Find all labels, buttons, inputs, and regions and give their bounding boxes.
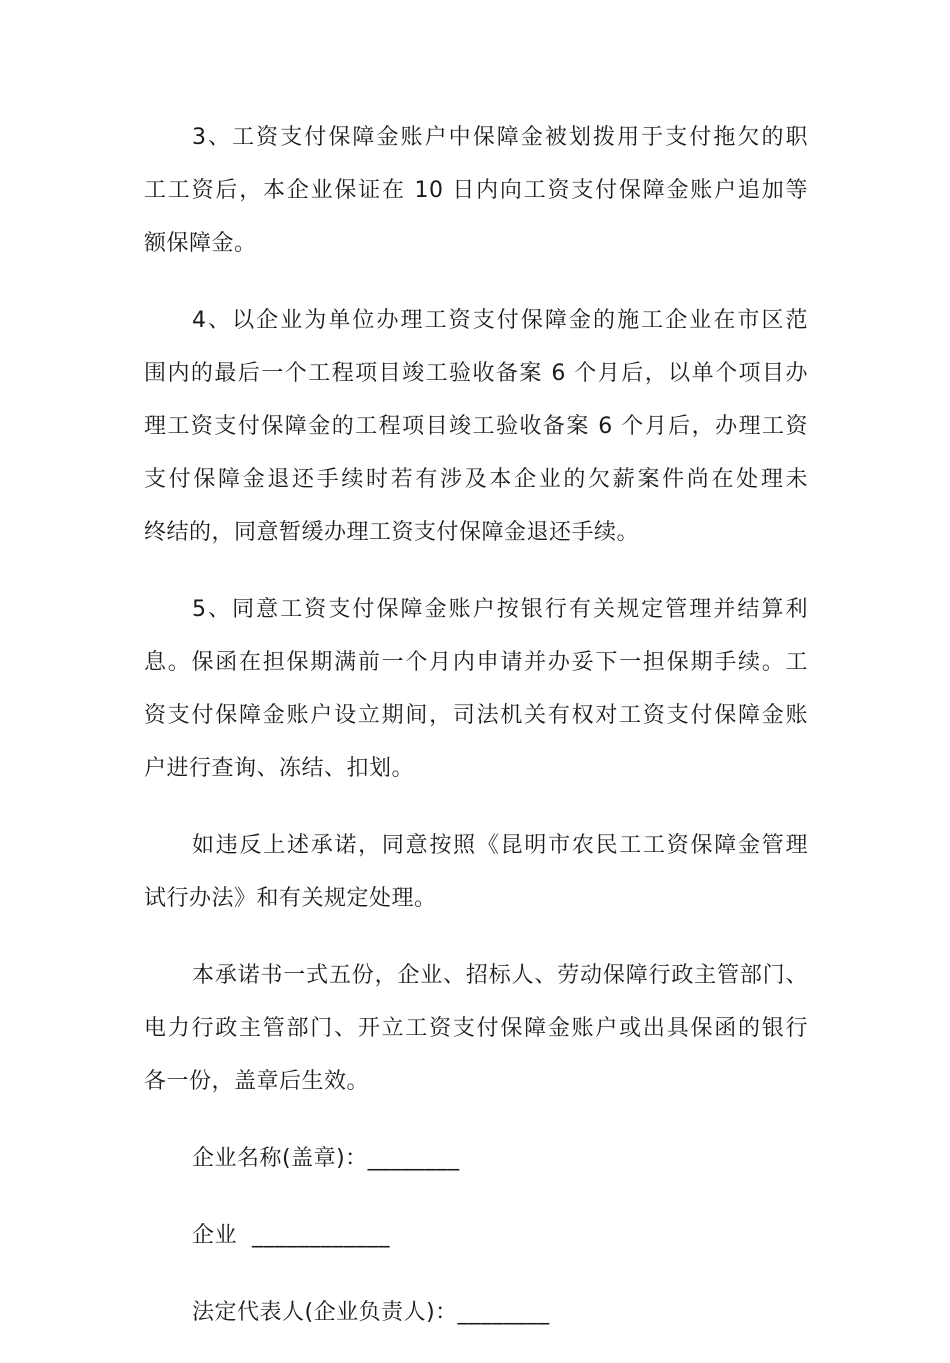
paragraph-item-5 <box>144 583 808 795</box>
text-line: 4、以企业为单位办理工资支付保障金的施工企业在市区范 <box>192 308 808 333</box>
text-line: 电力行政主管部门、开立工资支付保障金账户或出具保函的银行 <box>144 1016 808 1041</box>
text-line: 终结的，同意暂缓办理工资支付保障金退还手续。 <box>144 520 640 545</box>
text-line: 额保障金。 <box>144 231 257 256</box>
text-line: 如违反上述承诺，同意按照《昆明市农民工工资保障金管理 <box>192 833 808 858</box>
document-page <box>144 111 808 1363</box>
text-line: 支付保障金退还手续时若有涉及本企业的欠薪案件尚在处理未 <box>144 467 808 492</box>
signature-company: 企业 ____________ <box>192 1223 390 1248</box>
text-line: 试行办法》和有关规定处理。 <box>144 886 437 911</box>
signature-company-name: 企业名称(盖章)：________ <box>192 1146 460 1171</box>
text-line: 工工资后，本企业保证在 10 日内向工资支付保障金账户追加等 <box>144 178 808 203</box>
text-line: 息。保函在担保期满前一个月内申请并办妥下一担保期手续。工 <box>144 650 808 675</box>
text-line: 本承诺书一式五份，企业、招标人、劳动保障行政主管部门、 <box>192 963 808 988</box>
text-line: 户进行查询、冻结、扣划。 <box>144 756 415 781</box>
text-line: 各一份，盖章后生效。 <box>144 1069 370 1094</box>
signature-legal-representative: 法定代表人(企业负责人)：________ <box>192 1300 550 1325</box>
text-line: 资支付保障金账户设立期间，司法机关有权对工资支付保障金账 <box>144 703 808 728</box>
paragraph-item-4 <box>144 294 808 559</box>
text-line: 围内的最后一个工程项目竣工验收备案 6 个月后，以单个项目办 <box>144 361 808 386</box>
paragraph-item-3 <box>144 111 808 270</box>
text-line: 3、工资支付保障金账户中保障金被划拨用于支付拖欠的职 <box>192 125 808 150</box>
paragraph-copies-clause <box>144 949 808 1108</box>
text-line: 理工资支付保障金的工程项目竣工验收备案 6 个月后，办理工资 <box>144 414 808 439</box>
paragraph-violation-clause <box>144 819 808 925</box>
text-line: 5、同意工资支付保障金账户按银行有关规定管理并结算利 <box>192 597 808 622</box>
